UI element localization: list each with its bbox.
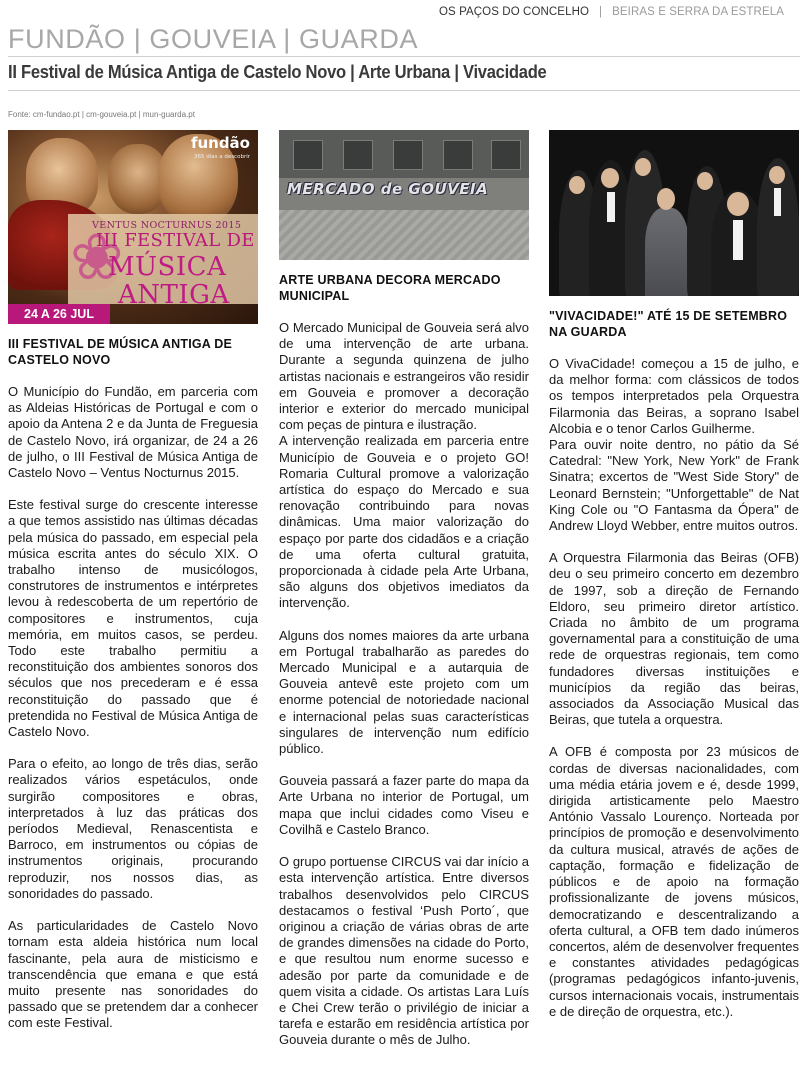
article-paragraph: Para ouvir noite dentro, no pátio da Sé Catedral: "New York, New York" de Frank Sinatra; excertos de "West Side Story" de Leonard Bernstein; "Unforgettable" de Nat King Cole ou "O Fantasma da Ópera" de Andrew Lloyd Webber, entre muitos outros.: [549, 437, 799, 534]
article-paragraph: Gouveia passará a fazer parte do mapa da Arte Urbana no interior de Portugal, um mapa que inclui cidades como Viseu e Covilhã e Castelo Branco.: [279, 773, 529, 837]
ornament-icon: ❀: [70, 221, 124, 295]
nav-separator: |: [599, 6, 603, 18]
article-paragraph: Para o efeito, ao longo de três dias, serão realizados vários espetáculos, onde surgirão compositores e obras, interpretados à luz das práticas dos períodos Medieval, Renascentista e Barroco, em instrumentos ou cópias de instrumentos originais, procurando reproduzir, nos nossos dias, as sonoridades do passado.: [8, 756, 258, 901]
article-column-guarda: [549, 130, 799, 1020]
building-window: [393, 140, 423, 170]
article-column-gouveia: [279, 130, 529, 1049]
article-heading: ARTE URBANA DECORA MERCADO MUNICIPAL: [279, 273, 501, 303]
poster-title-line3: ANTIGA: [118, 280, 230, 310]
musician-shirt: [607, 192, 615, 222]
page-headline: II Festival de Música Antiga de Castelo Novo | Arte Urbana | Vivacidade: [8, 62, 547, 82]
nav-link-pacos-do-concelho[interactable]: OS PAÇOS DO CONCELHO: [438, 6, 590, 18]
poster-series: VENTUS NOCTURNUS 2015: [92, 220, 242, 231]
fundao-logo: fundão 365 dias a descobrir: [190, 134, 250, 160]
masthead-divider: [8, 56, 800, 57]
building-window: [293, 140, 323, 170]
musician-shirt: [774, 188, 781, 216]
tenor-face: [727, 192, 749, 216]
orchestra-photo-image: [549, 130, 799, 296]
building-window: [491, 140, 521, 170]
nav-link-beiras-serra-estrela[interactable]: BEIRAS E SERRA DA ESTRELA: [612, 6, 784, 18]
article-heading: III FESTIVAL DE MÚSICA ANTIGA DE CASTELO NOVO: [8, 337, 233, 367]
musician-face: [601, 168, 619, 188]
article-heading: "VIVACIDADE!" ATÉ 15 DE SETEMBRO NA GUARDA: [549, 309, 788, 339]
article-paragraph: As particularidades de Castelo Novo tornam esta aldeia histórica num local fascinante, pela aura de misticismo e transcendência que emana e que está muito presente nas sonoridades do passado que se pretendem dar a conhecer com este Festival.: [8, 918, 258, 1031]
headline-divider: [8, 90, 800, 91]
article-paragraph: A OFB é composta por 23 músicos de cordas de diversas nacionalidades, com uma média etária jovem e é, desde 1999, dirigida artisticamente pelo Maestro António Vassalo Lourenço. Norteada por princípios de promoção e desenvolvimento da cultura musical, através de ações de captação, formação e fidelização de públicos e de apoio na formação profissionalizante de jovens músicos, democratizando e descentralizando a oferta cultural, a OFB tem dado inúmeros concertos, além de desenvolver frequentes e constantes atividades pedagógicas (programas pedagógicos infanto-juvenis, cursos internacionais vocais, instrumentais e de direção de orquestra, etc.).: [549, 744, 799, 1019]
article-paragraph: O Mercado Municipal de Gouveia será alvo de uma intervenção de arte urbana. Durante a segunda quinzena de julho artistas nacionais e estrangeiros vão residir em Gouveia e promover a decoração interior e exterior do mercado municipal com peças de pintura e ilustração.: [279, 320, 530, 433]
masthead-title: FUNDÃO | GOUVEIA | GUARDA: [8, 24, 419, 54]
article-paragraph: A Orquestra Filarmonia das Beiras (OFB) deu o seu primeiro concerto em dezembro de 1997, sob a direção de Fernando Eldoro, seu primeiro diretor artístico. Criada no âmbito de um programa governamental para a constituição de uma rede de orquestras regionais, tem como fundadores diversas instituições e municípios da região das beiras, associados da Associação Musical das Beiras, que tutela a orquestra.: [549, 550, 799, 728]
article-paragraph: Alguns dos nomes maiores da arte urbana em Portugal trabalharão as paredes do Mercado Municipal e a autarquia de Gouveia antevê este projeto com um enorme potencial de notoriedade nacional e internacional pelas suas características singulares de intervenção num edifício público.: [279, 627, 529, 757]
building-window: [443, 140, 473, 170]
article-paragraph: O grupo portuense CIRCUS vai dar início a esta intervenção artística. Entre diversos trabalhos desenvolvidos pelo CIRCUS destacamos o festival ‘Push Porto´, que originou a criação de várias obras de arte de grandes dimensões na cidade do Porto, e que resultou num enorme sucesso e adesão por parte da comunidade e de quem visita a cidade. Os artistas Lara Luís e Chei Crew terão o privilégio de iniciar a tarefa e estarão em residência artística por Gouveia durante o mês de Julho.: [279, 854, 529, 1048]
article-paragraph: Este festival surge do crescente interesse a que temos assistido nas últimas décadas pela música do passado, em especial pela música escrita antes do século XIX. O trabalho intenso de musicólogos, construtores de instrumentos e intérpretes levou à redescoberta de um repertório de compositores e instrumentos, cuja memória, em muitos casos, se perdeu. Todo este trabalho permitiu a reconstituição dos ambientes sonoros dos séculos que nos precederam e é essa reconstituição do passado que é pretendida no Festival de Música Antiga de Castelo Novo.: [8, 497, 258, 740]
graffiti-lettering: MERCADO de GOUVEIA: [287, 180, 489, 198]
musician-face: [769, 166, 785, 184]
market-photo-image: [279, 130, 529, 260]
pavement: [279, 210, 529, 260]
article-paragraph: A intervenção realizada em parceria entre Município de Gouveia e o projeto GO! Romaria Cultural promove a valorização artística do espaço do Mercado e sua renovação contribuindo para novas dinâmicas. Uma maior valorização do espaço por parte dos cidadãos e a criação de uma oferta cultural gratuita, proporcionada à cidade pela Arte Urbana, são alguns dos objetivos imediatos da intervenção.: [279, 433, 529, 611]
soprano-dress: [645, 208, 689, 296]
tenor-shirt: [733, 220, 743, 260]
building-window: [343, 140, 373, 170]
festival-poster-image: [8, 130, 258, 324]
musician-face: [635, 158, 651, 176]
poster-dates: 24 A 26 JUL: [8, 304, 110, 324]
top-navigation: [439, 6, 784, 18]
article-paragraph: O Município do Fundão, em parceria com as Aldeias Históricas de Portugal e com o apoio da Antena 2 e da Junta de Freguesia de Castelo Novo, irá organizar, de 24 a 26 de julho, o III Festival de Música Antiga de Castelo Novo – Ventus Nocturnus 2015.: [8, 384, 258, 481]
source-credits: Fonte: cm-fundao.pt | cm-gouveia.pt | mun-guarda.pt: [8, 110, 195, 119]
musician-face: [569, 176, 585, 194]
poster-title-line1: III FESTIVAL DE: [96, 230, 255, 251]
poster-title-line2: MÚSICA: [108, 252, 227, 282]
article-column-fundao: [8, 130, 258, 1032]
musician-face: [697, 172, 713, 190]
soprano-face: [657, 188, 675, 210]
article-paragraph: O VivaCidade! começou a 15 de julho, e da melhor forma: com clássicos de todos os tempos interpretados pela Orquestra Filarmonia das Beiras, a soprano Isabel Alcobia e o tenor Carlos Guilherme.: [549, 356, 799, 436]
